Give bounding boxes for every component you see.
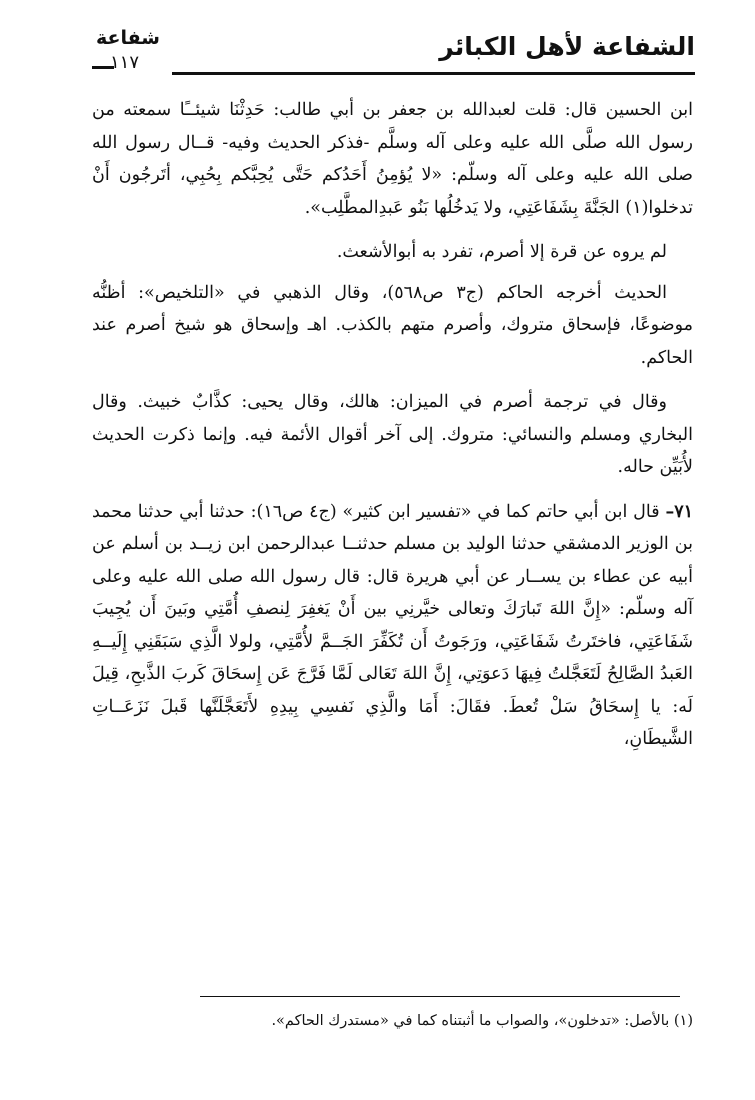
paragraph-3: الحديث أخرجه الحاكم (ج٣ ص٥٦٨)، وقال الذهبي في «التلخيص»: أظنُّه موضوعًا، فإسحاق متروك، وأصرم متهم بالكذب. اهـ وإسحاق هو شيخ أصرم عند الحاكم. (92, 282, 693, 368)
footnote: (١) بالأصل: «تدخلون»، والصواب ما أثبتناه كما في «مستدرك الحاكم». (271, 1013, 693, 1029)
running-title: الشفاعة لأهل الكبائر (439, 32, 695, 61)
page-header (92, 22, 695, 82)
header-dash (92, 66, 114, 69)
paragraph-2: لم يروه عن قرة إلا أصرم، تفرد به أبوالأشعث. (336, 242, 667, 262)
paragraph-5: قال ابن أبي حاتم كما في «تفسير ابن كثير» (ج٤ ص١٦): حدثنا أبي حدثنا محمد بن الوزير الدمشقي حدثنا الوليد بن مسلم حدثنــا عبدالرحمن ابن زيــد بن أسلم عن أبيه عن عطاء بن يســار عن أبي هريرة قال: قال رسول الله صلى الله عليه وعلى آله وسلّم: «إِنَّ اللهَ تَبارَكَ وتعالى خيَّرنِي بين أَنْ يَغفِرَ لِنصفِ أُمَّتِي وبَينَ أَن يُجِيبَ شَفَاعَتِي، فاختَرتُ شَفَاعَتِي، ورَجَوتُ أَن تُكَفِّرَ الجَــمَّ لأُمَّتِي، ولولا الَّذِي سَبَقَنِي إِلَيــهِ العَبدُ الصَّالِحُ لَتَعَجَّلتُ فِيهَا دَعوَتِي، إِنَّ اللهَ تَعَالى لَمَّا فَرَّجَ عَن إِسحَاقَ كَربَ الذَّبحِ، قِيلَ لَه: يا إِسحَاقُ سَلْ تُعطَ. فقَالَ: أَمَا والَّذِي نَفسِي بِيدِهِ لأَتَعَجَّلَنَّها قَبلَ نَزَعَــاتِ الشَّيطَانِ، (92, 501, 693, 749)
footnote-rule (200, 996, 680, 997)
header-rule (172, 72, 695, 75)
page-number: ١١٧ (110, 52, 140, 73)
paragraph-4: وقال في ترجمة أصرم في الميزان: هالك، وقال يحيى: كذَّابٌ خبيث. وقال البخاري ومسلم والنسائي: متروك. إلى آخر أقوال الأئمة فيه. وإنما ذكرت الحديث لأُبَيِّن حاله. (92, 392, 693, 477)
hadith-number: ٧١– (665, 501, 693, 522)
body-text (92, 94, 693, 768)
section-mark: شفاعة (96, 27, 160, 49)
hadith-paragraph (92, 496, 693, 756)
paragraph-1: ابن الحسين قال: قلت لعبدالله بن جعفر بن أبي طالب: حَدِثْنَا شيئــًا سمعته من رسول الله صلَّى الله عليه وعلى آله وسلَّم -فذكر الحديث وفيه- قــال رسول الله صلى الله عليه وعلى آله وسلّم: «لا يُؤمِنُ أَحَدُكم حَتَّى يُحِبَّكم بِحُبِي، أتَرجُون أَنْ تدخلوا(١) الجَنَّةَ بِشَفَاعَتِي، ولا يَدخُلُها بَنُو عَبدِالمطَّلِب». (92, 100, 693, 218)
